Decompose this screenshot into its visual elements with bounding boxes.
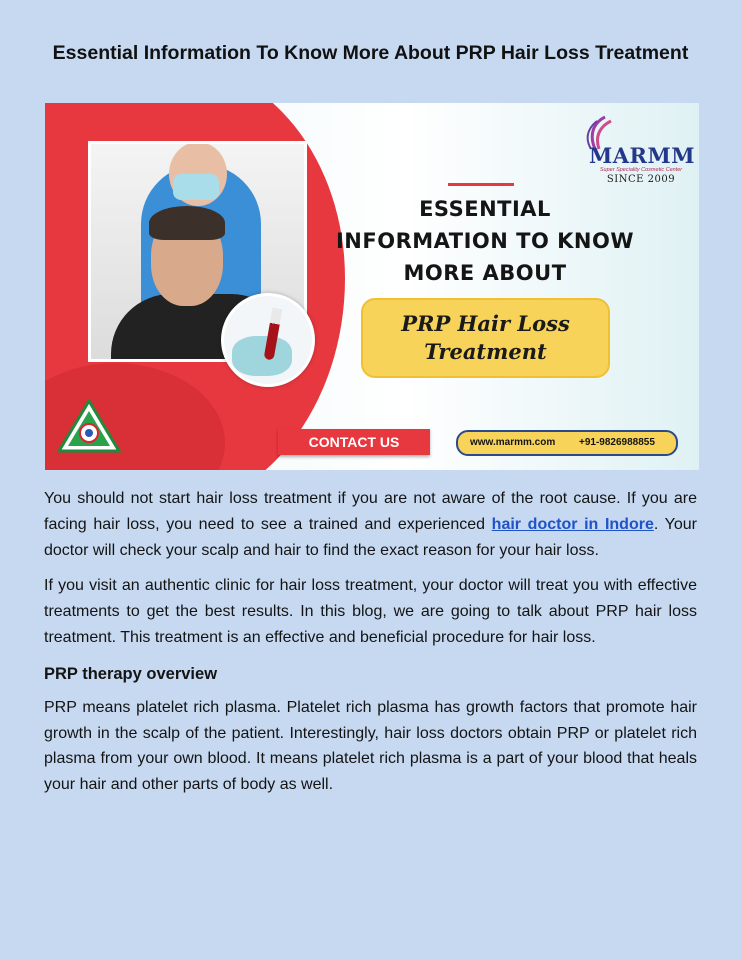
contact-info-pill xyxy=(456,430,678,456)
website-link[interactable]: www.marmm.com xyxy=(470,437,556,448)
headline-line-3: MORE ABOUT xyxy=(403,261,567,285)
logo-name: MARMM xyxy=(589,143,695,168)
banner-headline xyxy=(335,193,635,289)
hero-banner xyxy=(45,103,699,470)
paragraph-2: If you visit an authentic clinic for hair loss treatment, your doctor will treat you with effective treatments to get the best results. In this blog, we are going to talk about PRP hair loss treatment. This treatment is an effective and beneficial procedure for hair loss. xyxy=(44,577,697,646)
article-body xyxy=(44,486,697,808)
certified-seal-icon xyxy=(57,399,121,455)
headline-line-1: ESSENTIAL xyxy=(419,197,551,221)
headline-line-2: INFORMATION TO KNOW xyxy=(335,229,634,253)
section-heading: PRP therapy overview xyxy=(44,664,218,683)
paragraph-1-text-b: . Your doctor will check your scalp and hair to find the exact reason for your hair loss. xyxy=(44,515,697,559)
nurse-mask xyxy=(173,174,219,200)
page-title: Essential Information To Know More About PRP Hair Loss Treatment xyxy=(52,42,689,64)
logo-subtitle: Super Speciality Cosmetic Center xyxy=(599,167,683,173)
prp-line-2: Treatment xyxy=(424,339,547,364)
glove-hand xyxy=(232,336,292,376)
contact-us-button[interactable]: CONTACT US xyxy=(278,429,430,455)
paragraph-1 xyxy=(44,486,697,563)
blood-tube-image xyxy=(221,293,315,387)
phone-number[interactable]: +91-9826988855 xyxy=(579,437,655,448)
hair-doctor-link[interactable]: hair doctor in Indore xyxy=(491,515,654,533)
logo-since: SINCE 2009 xyxy=(606,174,676,185)
prp-line-1: PRP Hair Loss xyxy=(401,311,570,336)
headline-divider xyxy=(448,183,514,186)
paragraph-3: PRP means platelet rich plasma. Platelet rich plasma has growth factors that promote hair growth in the scalp of the patient. Interestingly, hair loss doctors obtain PRP or platelet rich plasma from your own blood. It means platelet rich plasma is a part of your blood that heals your hair and other parts of body as well. xyxy=(44,698,697,794)
patient-hair xyxy=(149,206,225,240)
marmm-logo xyxy=(575,115,695,189)
prp-treatment-box xyxy=(361,298,610,378)
paragraph-1-text-a: You should not start hair loss treatment if you are not aware of the root cause. If you are facing hair loss, you need to see a trained and experienced xyxy=(44,490,697,533)
